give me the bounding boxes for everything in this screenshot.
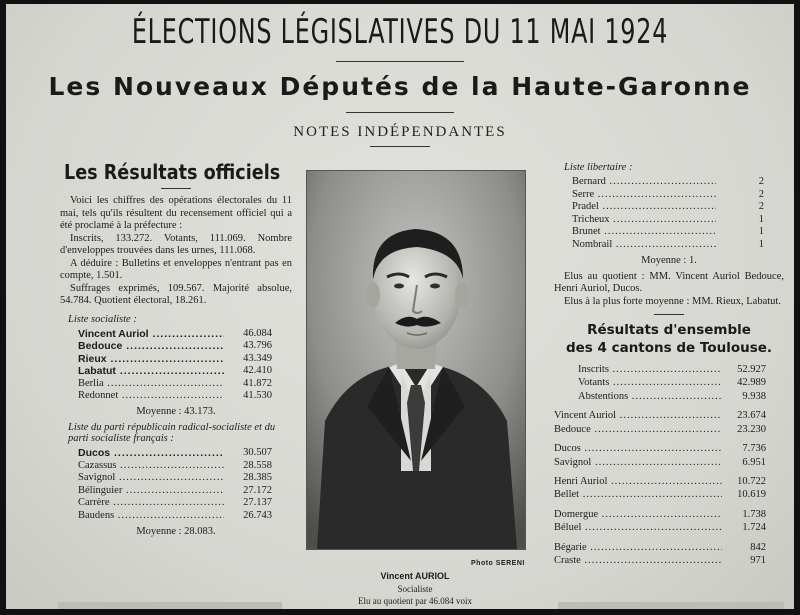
candidate-row bbox=[554, 456, 784, 469]
vote-count: 1 bbox=[758, 213, 764, 225]
candidate-name: Berlia ..... bbox=[78, 378, 224, 391]
vote-count: 10.619 bbox=[737, 489, 766, 501]
candidate-name: Serre ..... bbox=[572, 189, 716, 202]
candidate-groups bbox=[554, 409, 784, 567]
libertarian-list bbox=[554, 176, 784, 252]
vote-count: 43.349 bbox=[243, 352, 272, 364]
candidate-name: Baudens ..... bbox=[78, 510, 224, 523]
candidate-row bbox=[60, 353, 292, 366]
vote-count: 28.558 bbox=[243, 459, 272, 471]
candidate-row bbox=[60, 510, 292, 523]
candidate-name: Bedouce ..... bbox=[554, 423, 722, 436]
candidate-row bbox=[554, 201, 784, 214]
socialist-list bbox=[60, 328, 292, 404]
divider bbox=[370, 146, 430, 147]
candidate-pair bbox=[554, 409, 784, 436]
list-heading: Liste du parti républicain radical-socialiste et du parti socialiste français : bbox=[68, 422, 276, 445]
vote-count: 23.674 bbox=[737, 410, 766, 422]
candidate-row bbox=[60, 460, 292, 473]
candidate-row bbox=[60, 340, 292, 353]
candidate-name: Vincent Auriol ..... bbox=[78, 328, 224, 341]
portrait-photo bbox=[306, 170, 526, 550]
page-subtitle: Les Nouveaux Députés de la Haute-Garonne bbox=[48, 72, 752, 101]
candidate-row bbox=[554, 423, 784, 436]
candidate-pair bbox=[554, 475, 784, 502]
candidate-row bbox=[554, 442, 784, 455]
candidate-row bbox=[554, 554, 784, 567]
elected-quotient: Elus au quotient : MM. Vincent Auriol Bedouce, Henri Auriol, Ducos. bbox=[554, 270, 784, 295]
candidate-row bbox=[60, 485, 292, 498]
candidate-row bbox=[554, 508, 784, 521]
list-average: Moyenne : 1. bbox=[641, 254, 697, 266]
candidate-row bbox=[578, 390, 784, 403]
divider bbox=[654, 314, 684, 315]
bottom-strip bbox=[558, 602, 784, 609]
overall-heading-line2: des 4 cantons de Toulouse. bbox=[565, 340, 773, 357]
overall-stats bbox=[554, 363, 784, 403]
votes-paragraph: Suffrages exprimés, 109.567. Majorité absolue, 54.784. Quotient électoral, 18.261. bbox=[60, 282, 292, 306]
vote-count: 26.743 bbox=[243, 510, 272, 522]
candidate-name: Domergue ..... bbox=[554, 508, 722, 521]
left-column bbox=[60, 160, 292, 542]
candidate-name: Bellet ..... bbox=[554, 488, 722, 501]
divider bbox=[336, 61, 464, 62]
candidate-row bbox=[60, 328, 292, 341]
candidate-name: Savignol ..... bbox=[554, 456, 722, 469]
divider bbox=[346, 112, 454, 113]
elected-average: Elus à la plus forte moyenne : MM. Rieux, Labatut. bbox=[564, 295, 781, 307]
candidate-row bbox=[60, 378, 292, 391]
overall-heading-line1: Résultats d'ensemble bbox=[587, 322, 751, 339]
vote-count: 2 bbox=[758, 201, 764, 213]
vote-count: 46.084 bbox=[243, 327, 272, 339]
photo-caption-party: Socialiste bbox=[397, 584, 433, 594]
vote-count: 971 bbox=[750, 554, 766, 566]
results-heading: Les Résultats officiels bbox=[64, 160, 281, 184]
photo-caption-elected: Elu au quotient par 46.084 voix bbox=[358, 596, 472, 606]
candidate-name: Abstentions ..... bbox=[578, 390, 722, 403]
vote-count: 10.722 bbox=[737, 475, 766, 487]
vote-count: 2 bbox=[758, 188, 764, 200]
vote-count: 2 bbox=[758, 176, 764, 187]
candidate-row bbox=[60, 390, 292, 403]
section-label: NOTES INDÉPENDANTES bbox=[293, 124, 507, 140]
photo-caption-name: Vincent AURIOL bbox=[380, 571, 450, 581]
portrait-illustration bbox=[307, 171, 525, 549]
candidate-name: Henri Auriol ..... bbox=[554, 475, 722, 488]
candidate-name: Vincent Auriol ..... bbox=[554, 409, 722, 422]
candidate-pair bbox=[554, 508, 784, 535]
list-heading: Liste libertaire : bbox=[564, 162, 633, 173]
vote-count: 27.137 bbox=[243, 497, 272, 509]
candidate-row bbox=[554, 214, 784, 227]
radical-list bbox=[60, 447, 292, 523]
candidate-name: Savignol ..... bbox=[78, 472, 224, 485]
candidate-row bbox=[578, 376, 784, 389]
vote-count: 41.872 bbox=[243, 377, 272, 389]
candidate-row bbox=[60, 497, 292, 510]
right-column bbox=[554, 156, 784, 567]
candidate-row bbox=[554, 239, 784, 252]
divider bbox=[161, 188, 191, 189]
vote-count: 52.927 bbox=[737, 364, 766, 376]
candidate-name: Nombrail ..... bbox=[572, 239, 716, 252]
candidate-name: Labatut ..... bbox=[78, 365, 224, 378]
candidate-name: Ducos ..... bbox=[554, 442, 722, 455]
deduction-paragraph: A déduire : Bulletins et enveloppes n'entrant pas en compte, 1.501. bbox=[60, 257, 292, 281]
candidate-row bbox=[554, 541, 784, 554]
candidate-row bbox=[554, 176, 784, 189]
candidate-name: Béluel ..... bbox=[554, 521, 722, 534]
candidate-row bbox=[554, 475, 784, 488]
vote-count: 9.938 bbox=[742, 390, 766, 402]
list-heading: Liste socialiste : bbox=[68, 313, 137, 325]
list-average: Moyenne : 28.083. bbox=[136, 525, 216, 537]
vote-count: 1 bbox=[758, 238, 764, 250]
candidate-pair bbox=[554, 442, 784, 469]
page-title: ÉLECTIONS LÉGISLATIVES DU 11 MAI 1924 bbox=[131, 12, 669, 52]
candidate-row bbox=[60, 365, 292, 378]
candidate-row bbox=[554, 488, 784, 501]
candidate-name: Cazassus ..... bbox=[78, 460, 224, 473]
candidate-name: Craste ..... bbox=[554, 554, 722, 567]
candidate-name: Ducos ..... bbox=[78, 447, 224, 460]
vote-count: 42.410 bbox=[243, 365, 272, 377]
photo-credit: Photo SERENI bbox=[471, 560, 525, 567]
candidate-row bbox=[578, 363, 784, 376]
candidate-row bbox=[554, 226, 784, 239]
candidate-name: Bedouce ..... bbox=[78, 340, 224, 353]
list-average: Moyenne : 43.173. bbox=[136, 406, 216, 418]
intro-paragraph: Voici les chiffres des opérations électorales du 11 mai, tels qu'ils résultent du recensement officiel qui a été proclamé à la préfecture : bbox=[60, 195, 292, 231]
vote-count: 6.951 bbox=[742, 456, 766, 468]
candidate-row bbox=[554, 189, 784, 202]
candidate-name: Tricheux ..... bbox=[572, 214, 716, 227]
vote-count: 1 bbox=[758, 226, 764, 238]
candidate-name: Bégarie ..... bbox=[554, 541, 722, 554]
candidate-pair bbox=[554, 541, 784, 568]
vote-count: 43.796 bbox=[243, 340, 272, 352]
candidate-name: Bernard ..... bbox=[572, 176, 716, 189]
vote-count: 42.989 bbox=[737, 377, 766, 389]
bottom-strip bbox=[58, 602, 282, 609]
candidate-name: Redonnet ..... bbox=[78, 390, 224, 403]
candidate-row bbox=[60, 447, 292, 460]
vote-count: 27.172 bbox=[243, 484, 272, 496]
newspaper-page bbox=[6, 4, 794, 609]
vote-count: 1.724 bbox=[742, 522, 766, 534]
vote-count: 1.738 bbox=[742, 508, 766, 520]
candidate-name: Bélinguier ..... bbox=[78, 485, 224, 498]
candidate-row bbox=[554, 409, 784, 422]
registered-paragraph: Inscrits, 133.272. Votants, 111.069. Nombre d'enveloppes trouvées dans les urnes, 111.068. bbox=[60, 232, 292, 256]
candidate-row bbox=[60, 472, 292, 485]
vote-count: 41.530 bbox=[243, 390, 272, 402]
candidate-name: Votants ..... bbox=[578, 376, 722, 389]
vote-count: 23.230 bbox=[737, 423, 766, 435]
candidate-name: Rieux ..... bbox=[78, 353, 224, 366]
candidate-row bbox=[554, 521, 784, 534]
candidate-name: Inscrits ..... bbox=[578, 363, 722, 376]
vote-count: 30.507 bbox=[243, 447, 272, 459]
vote-count: 842 bbox=[750, 541, 766, 553]
candidate-name: Brunet ..... bbox=[572, 226, 716, 239]
vote-count: 7.736 bbox=[742, 443, 766, 455]
candidate-name: Pradel ..... bbox=[572, 201, 716, 214]
candidate-name: Carrère ..... bbox=[78, 497, 224, 510]
vote-count: 28.385 bbox=[243, 472, 272, 484]
